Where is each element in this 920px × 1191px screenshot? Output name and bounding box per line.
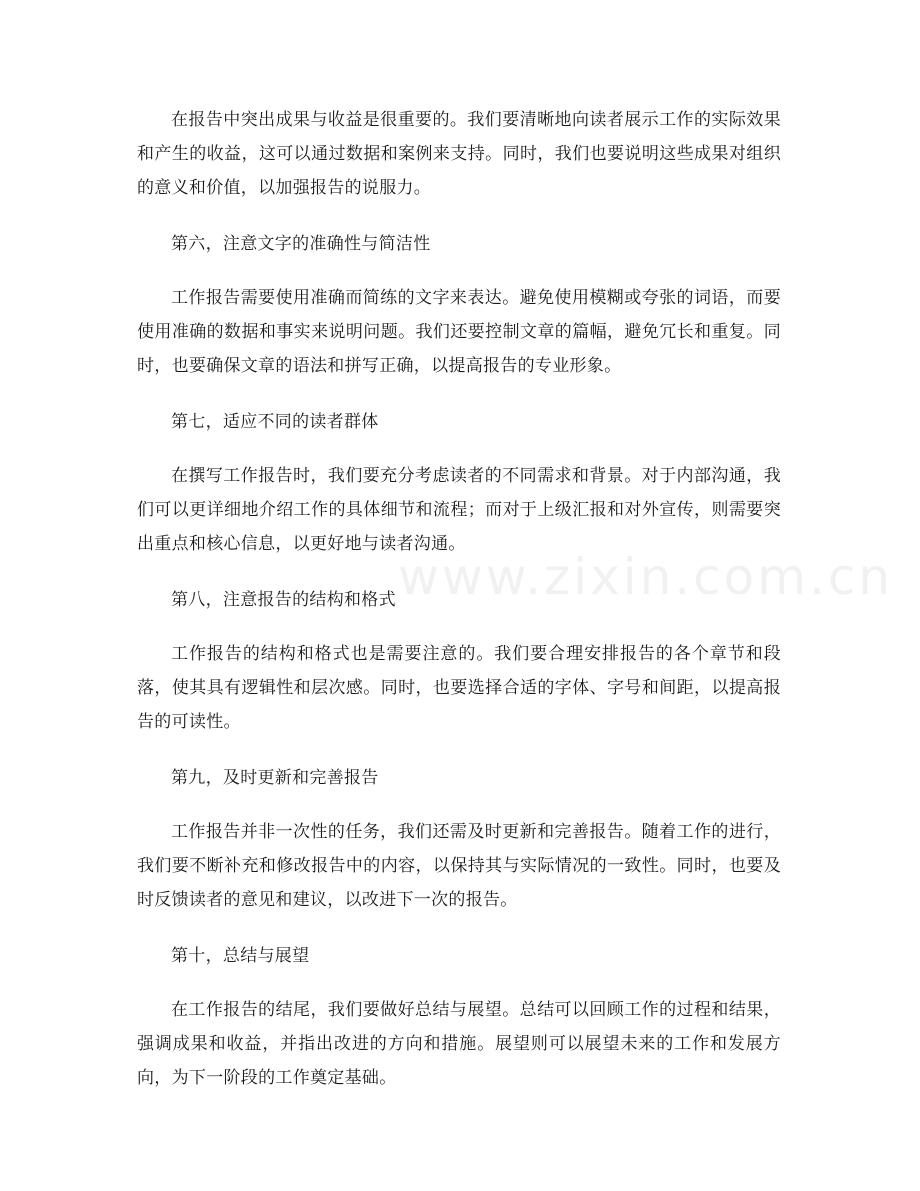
watermark: www.zixin.com.cn	[398, 548, 894, 606]
paragraph-accuracy-conciseness: 工作报告需要使用准确而简练的文字来表达。避免使用模糊或夸张的词语，而要使用准确的数据和事实来说明问题。我们还要控制文章的篇幅，避免冗长和重复。同时，也要确保文章的语法和拼写正确，以提高报告的专业形象。	[137, 288, 781, 376]
section-heading-7: 第七，适应不同的读者群体	[171, 412, 379, 432]
paragraph-summary-outlook: 在工作报告的结尾，我们要做好总结与展望。总结可以回顾工作的过程和结果，强调成果和收益，并指出改进的方向和措施。展望则可以展望未来的工作和发展方向，为下一阶段的工作奠定基础。	[137, 1000, 781, 1088]
document-body	[137, 103, 781, 1117]
section-heading-9: 第九，及时更新和完善报告	[171, 768, 379, 788]
paragraph-structure-format: 工作报告的结构和格式也是需要注意的。我们要合理安排报告的各个章节和段落，使其具有逻辑性和层次感。同时，也要选择合适的字体、字号和间距，以提高报告的可读性。	[137, 644, 781, 732]
section-heading-6: 第六，注意文字的准确性与简洁性	[171, 234, 431, 254]
paragraph-reader-groups: 在撰写工作报告时，我们要充分考虑读者的不同需求和背景。对于内部沟通，我们可以更详细地介绍工作的具体细节和流程；而对于上级汇报和对外宣传，则需要突出重点和核心信息，以更好地与读者沟通。	[137, 466, 781, 554]
paragraph-update-improve: 工作报告并非一次性的任务，我们还需及时更新和完善报告。随着工作的进行，我们要不断补充和修改报告中的内容，以保持其与实际情况的一致性。同时，也要及时反馈读者的意见和建议，以改进下一次的报告。	[137, 822, 781, 910]
section-heading-10: 第十，总结与展望	[171, 946, 310, 966]
section-heading-8: 第八，注意报告的结构和格式	[171, 590, 396, 610]
paragraph-results-benefits: 在报告中突出成果与收益是很重要的。我们要清晰地向读者展示工作的实际效果和产生的收益，这可以通过数据和案例来支持。同时，我们也要说明这些成果对组织的意义和价值，以加强报告的说服力。	[137, 110, 781, 198]
